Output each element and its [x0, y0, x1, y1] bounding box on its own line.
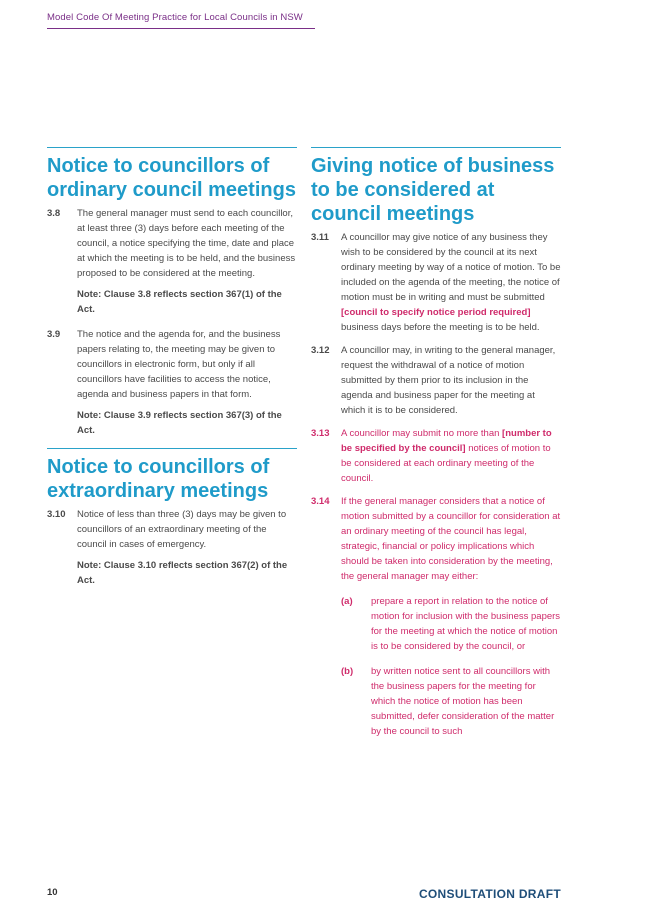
running-header: Model Code Of Meeting Practice for Local Councils in NSW: [47, 12, 315, 29]
clause-number: 3.11: [311, 232, 329, 243]
clause-3-14: [311, 494, 561, 584]
clause-note: Note: Clause 3.9 reflects section 367(3) of the Act.: [77, 410, 282, 436]
clause-number: 3.13: [311, 428, 330, 439]
clause-number: 3.8: [47, 208, 61, 219]
subclause-text: prepare a report in relation to the notice of motion for inclusion with the business papers for the meeting at which the notice of motion is to be considered by the council, or: [371, 596, 561, 652]
clause-text-part: notices of motion to be considered at each ordinary meeting of the council.: [341, 443, 551, 484]
subclause-b: [341, 664, 561, 739]
clause-note: Note: Clause 3.10 reflects section 367(2) of the Act.: [77, 560, 288, 586]
clause-number: 3.10: [47, 509, 66, 520]
subclause-label: (b): [341, 666, 354, 677]
clause-number: 3.9: [47, 329, 61, 340]
subclause-label: (a): [341, 596, 353, 607]
section-divider: [47, 448, 297, 449]
section-divider: [47, 147, 297, 148]
clause-3-8: [47, 206, 297, 281]
clause-3-10: [47, 507, 297, 552]
clause-number: 3.14: [311, 496, 330, 507]
section-heading-extraordinary: Notice to councillors of extraordinary meetings: [47, 456, 270, 502]
clause-note: Note: Clause 3.8 reflects section 367(1) of the Act.: [77, 289, 282, 315]
clause-text: A councillor may, in writing to the general manager, request the withdrawal of a notice of motion submitted by them prior to its inclusion in the agenda and business paper for the meeting at which it is to be considered.: [341, 345, 556, 416]
clause-3-12: [311, 343, 561, 418]
left-column: [47, 147, 297, 598]
clause-3-11: [311, 230, 561, 335]
clause-text: The general manager must send to each councillor, at least three (3) days before each meeting of the council, a notice specifying the time, date and place at which the meeting is to be held, and the business proposed to be considered at the meeting.: [77, 208, 296, 279]
clause-text: The notice and the agenda for, and the business papers relating to, the meeting may be given to councillors in electronic form, but only if all councillors have facilities to access the notice, agenda and business papers in that form.: [77, 329, 281, 400]
section-heading-ordinary: Notice to councillors of ordinary council meetings: [47, 155, 296, 201]
clause-text: [341, 426, 561, 486]
clause-text-part: business days before the meeting is to be held.: [341, 322, 540, 333]
right-column: [311, 147, 561, 745]
section-divider: [311, 147, 561, 148]
clause-3-13: [311, 426, 561, 486]
clause-text: If the general manager considers that a notice of motion submitted by a councillor for consideration at an ordinary meeting of the council has legal, strategic, financial or policy implications which should be taken into consideration by the meeting, the general manager may either:: [341, 496, 561, 582]
consultation-draft-label: CONSULTATION DRAFT: [418, 887, 561, 901]
section-heading-giving-notice: Giving notice of business to be considered at council meetings: [311, 155, 555, 225]
clause-3-9: [47, 327, 297, 402]
clause-text-part: A councillor may give notice of any business they wish to be considered by the council at its next ordinary meeting by way of a notice of motion. To be included on the agenda of the meeting, the notice of motion must be in writing and must be submitted: [341, 232, 561, 303]
placeholder-highlight: [council to specify notice period required]: [341, 307, 531, 318]
placeholder-highlight: [number to be specified by the council]: [341, 428, 552, 454]
page-number: 10: [47, 887, 58, 898]
subclause-text: by written notice sent to all councillors with the business papers for the meeting for which the notice of motion has been submitted, defer consideration of the matter by the council to such: [371, 666, 555, 737]
subclause-a: [341, 594, 561, 654]
clause-number: 3.12: [311, 345, 330, 356]
clause-text: Notice of less than three (3) days may be given to councillors of an extraordinary meeting of the council in cases of emergency.: [77, 509, 287, 550]
clause-text: [341, 230, 561, 335]
clause-text-part: A councillor may submit no more than: [341, 428, 503, 439]
